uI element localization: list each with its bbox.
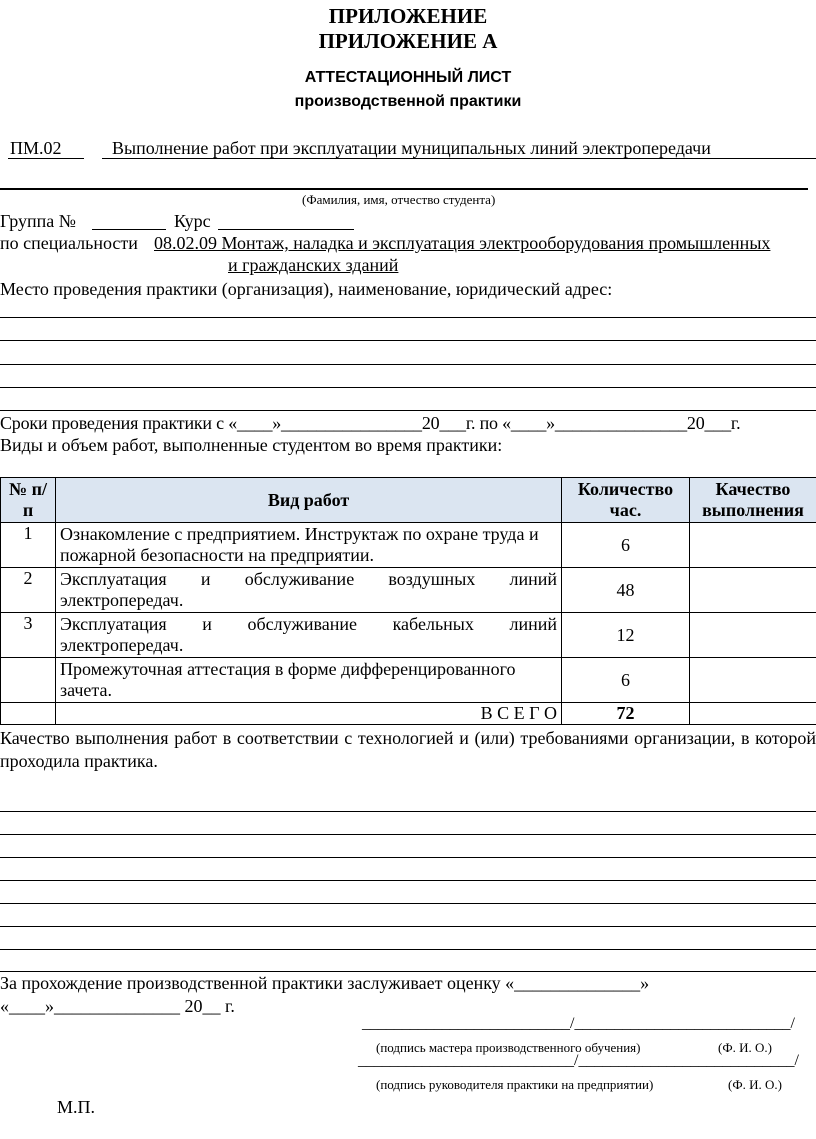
place-line-3[interactable] bbox=[0, 364, 816, 365]
row-hours: 48 bbox=[562, 568, 690, 613]
works-table-header bbox=[1, 478, 816, 523]
practice-place-label: Место проведения практики (организация), наименование, юридический адрес: bbox=[0, 279, 613, 299]
row-work-text: Промежуточная аттестация в форме дифференцированного зачета. bbox=[56, 658, 562, 703]
quality-line-8[interactable] bbox=[0, 971, 816, 972]
place-line-1[interactable] bbox=[0, 317, 816, 318]
supervisor-signature-caption: (подпись руководителя практики на предприятии) bbox=[376, 1077, 654, 1092]
row-num: 3 bbox=[1, 613, 56, 658]
place-line-5[interactable] bbox=[0, 410, 816, 411]
total-label: В С Е Г О bbox=[56, 703, 562, 725]
row-num: 2 bbox=[1, 568, 56, 613]
quality-line-3[interactable] bbox=[0, 857, 816, 858]
row-quality-cell[interactable] bbox=[690, 613, 816, 658]
row-work-text-content: Эксплуатация и обслуживание кабельных линий электропередач. bbox=[60, 614, 557, 655]
header-num: № п/п bbox=[1, 478, 56, 523]
place-line-2[interactable] bbox=[0, 340, 816, 341]
row-work-text bbox=[56, 613, 562, 658]
row-num bbox=[1, 658, 56, 703]
row-num: 1 bbox=[1, 523, 56, 568]
row-quality-cell[interactable] bbox=[690, 568, 816, 613]
specialty-line1: 08.02.09 Монтаж, наладка и эксплуатация электрооборудования промышленных bbox=[154, 233, 771, 253]
grade-statement: За прохождение производственной практики заслуживает оценку «______________» bbox=[0, 973, 650, 993]
course-field[interactable] bbox=[218, 229, 354, 230]
practice-dates: Сроки проведения практики с «____»________________20___г. по «____»_______________20___г. bbox=[0, 413, 741, 433]
works-intro: Виды и объем работ, выполненные студентом во время практики: bbox=[0, 435, 503, 455]
specialty-prefix: по специальности bbox=[0, 233, 138, 253]
row-hours: 6 bbox=[562, 658, 690, 703]
quality-line-5[interactable] bbox=[0, 903, 816, 904]
supervisor-signature-line[interactable]: ___________________________/___________________________/ bbox=[358, 1052, 799, 1069]
certification-sheet-title: АТТЕСТАЦИОННЫЙ ЛИСТ bbox=[304, 69, 512, 86]
row-work-text: Ознакомление с предприятием. Инструктаж по охране труда и пожарной безопасности на предприятии. bbox=[56, 523, 562, 568]
quality-line-7[interactable] bbox=[0, 949, 816, 950]
appendix-a-title: ПРИЛОЖЕНИЕ А bbox=[318, 29, 498, 53]
row-quality-cell[interactable] bbox=[690, 658, 816, 703]
table-row bbox=[1, 523, 816, 568]
appendix-title: ПРИЛОЖЕНИЕ bbox=[328, 4, 488, 28]
master-signature-line[interactable]: __________________________/___________________________/ bbox=[362, 1015, 795, 1032]
supervisor-fio-caption: (Ф. И. О.) bbox=[728, 1077, 782, 1092]
master-signature-caption: (подпись мастера производственного обучения) bbox=[376, 1040, 641, 1055]
quality-line-4[interactable] bbox=[0, 880, 816, 881]
quality-line-6[interactable] bbox=[0, 926, 816, 927]
module-name: Выполнение работ при эксплуатации муниципальных линий электропередачи bbox=[112, 138, 711, 158]
module-name-underline bbox=[102, 158, 816, 159]
student-name-caption: (Фамилия, имя, отчество студента) bbox=[302, 192, 496, 207]
row-quality-cell[interactable] bbox=[690, 523, 816, 568]
header-hours: Количество час. bbox=[562, 478, 690, 523]
works-table bbox=[0, 477, 816, 725]
group-label: Группа № bbox=[0, 211, 76, 231]
master-fio-caption: (Ф. И. О.) bbox=[718, 1040, 772, 1055]
row-hours: 6 bbox=[562, 523, 690, 568]
module-code-underline bbox=[8, 158, 84, 159]
grade-date: «____»______________ 20__ г. bbox=[0, 996, 235, 1016]
total-quality-cell[interactable] bbox=[690, 703, 816, 725]
header-work-type: Вид работ bbox=[56, 478, 562, 523]
row-work-text-content: Эксплуатация и обслуживание воздушных линий электропередач. bbox=[60, 569, 557, 610]
row-work-text bbox=[56, 568, 562, 613]
module-code: ПМ.02 bbox=[10, 138, 62, 158]
specialty-line2: и гражданских зданий bbox=[228, 255, 399, 275]
quality-statement: Качество выполнения работ в соответствии с технологией и (или) требованиями организации, в которой проходила практика. bbox=[0, 728, 816, 771]
quality-line-1[interactable] bbox=[0, 811, 816, 812]
table-row bbox=[1, 613, 816, 658]
total-empty-cell bbox=[1, 703, 56, 725]
practice-type-title: производственной практики bbox=[294, 93, 522, 110]
total-hours: 72 bbox=[562, 703, 690, 725]
total-row bbox=[1, 703, 816, 725]
quality-line-2[interactable] bbox=[0, 834, 816, 835]
course-label: Курс bbox=[174, 211, 211, 231]
group-field[interactable] bbox=[92, 229, 166, 230]
table-row bbox=[1, 568, 816, 613]
table-row bbox=[1, 658, 816, 703]
stamp-place: М.П. bbox=[57, 1097, 96, 1117]
place-line-4[interactable] bbox=[0, 387, 816, 388]
student-name-field[interactable] bbox=[0, 188, 808, 190]
row-hours: 12 bbox=[562, 613, 690, 658]
header-quality: Качество выполнения bbox=[690, 478, 816, 523]
